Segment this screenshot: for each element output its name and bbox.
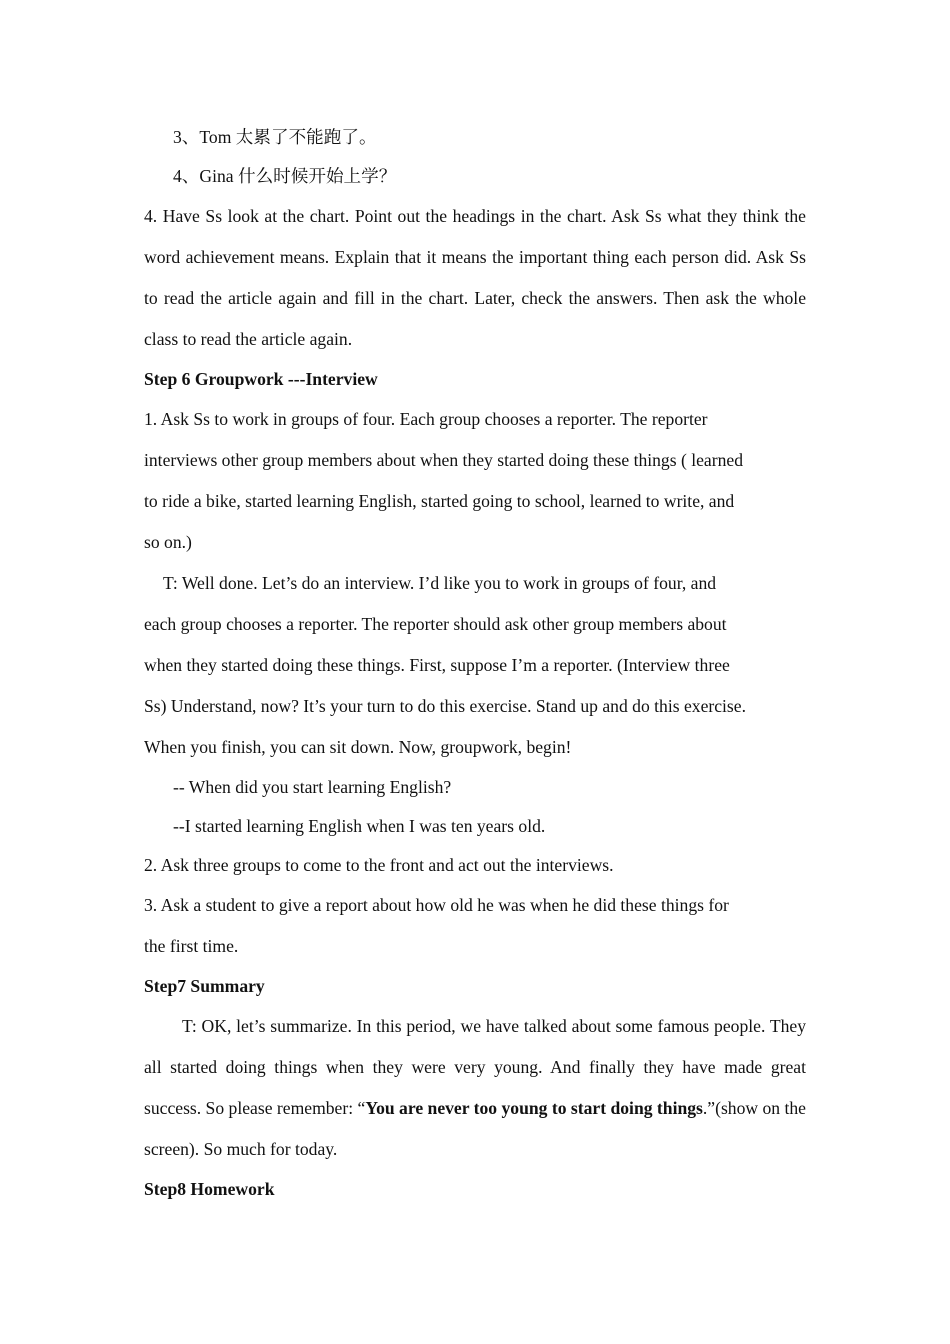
step6-item3-line: the first time. bbox=[144, 936, 239, 956]
summary-text: T: OK, let’s summarize. In this period, we have talked about some famous people. They all started doing things when they were very young. And finally they have made great success. So please remember: “ bbox=[144, 1016, 806, 1118]
teacher-instruction-line: When you finish, you can sit down. Now, groupwork, begin! bbox=[144, 737, 572, 757]
step8-heading: Step8 Homework bbox=[144, 1179, 275, 1199]
document-body bbox=[144, 118, 806, 1209]
step6-heading: Step 6 Groupwork ---Interview bbox=[144, 369, 378, 389]
step6-item1-line: so on.) bbox=[144, 532, 192, 552]
step5-item-4: 4. Have Ss look at the chart. Point out the headings in the chart. Ask Ss what they think the word achievement means. Explain that it means the important thing each person did. Ask Ss to read the article again and fill in the chart. Later, check the answers. Then ask the whole class to read the article again. bbox=[144, 206, 806, 349]
step6-item-2: 2. Ask three groups to come to the front and act out the interviews. bbox=[144, 855, 614, 875]
step6-item3-line: 3. Ask a student to give a report about how old he was when he did these things for bbox=[144, 895, 729, 915]
cn-sentence-4: 4、Gina 什么时候开始上学？ bbox=[173, 166, 397, 186]
cn-sentence-3: 3、Tom 太累了不能跑了。 bbox=[173, 127, 377, 147]
step7-heading: Step7 Summary bbox=[144, 976, 265, 996]
teacher-instruction-line: Ss) Understand, now? It’s your turn to do this exercise. Stand up and do this exercise. bbox=[144, 696, 746, 716]
dialogue-answer: --I started learning English when I was ten years old. bbox=[173, 816, 546, 836]
step6-item1-line: 1. Ask Ss to work in groups of four. Each group chooses a reporter. The reporter bbox=[144, 409, 708, 429]
dialogue-question: -- When did you start learning English? bbox=[173, 777, 452, 797]
summary-text-end: .”(show on the screen). So much for today. bbox=[144, 1098, 806, 1159]
teacher-instruction-line: each group chooses a reporter. The reporter should ask other group members about bbox=[144, 614, 727, 634]
step6-item1-line: to ride a bike, started learning English, started going to school, learned to write, and bbox=[144, 491, 735, 511]
teacher-instruction-line: when they started doing these things. First, suppose I’m a reporter. (Interview three bbox=[144, 655, 730, 675]
teacher-instruction-line: T: Well done. Let’s do an interview. I’d like you to work in groups of four, and bbox=[163, 573, 717, 593]
summary-paragraph bbox=[144, 1006, 806, 1170]
step6-item1-line: interviews other group members about when they started doing these things ( learned bbox=[144, 450, 744, 470]
summary-quote: You are never too young to start doing things bbox=[365, 1098, 703, 1118]
